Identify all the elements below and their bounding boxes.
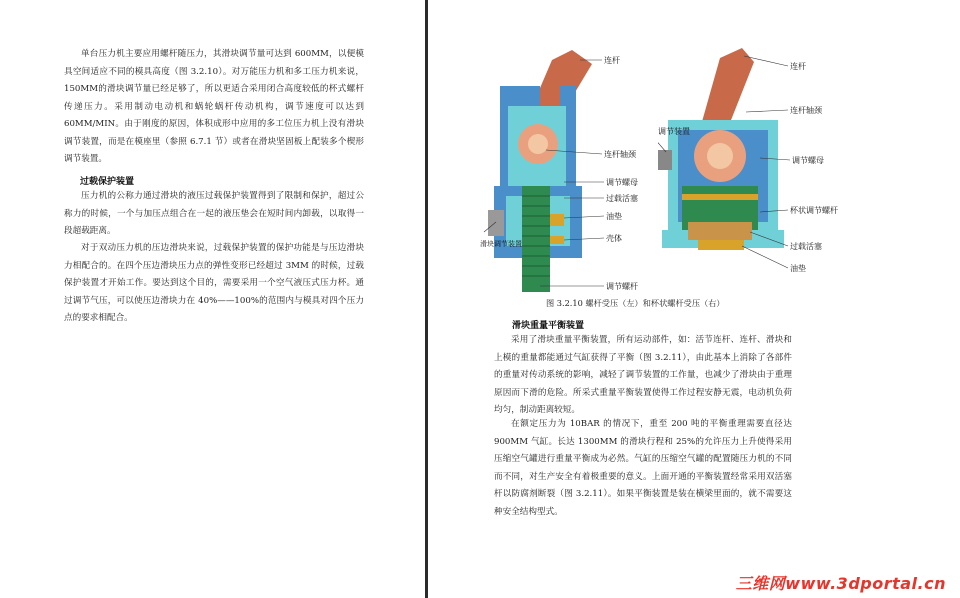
overload-piston-right [688,222,752,240]
label-housing: 壳体 [606,234,622,243]
right-paragraph-2: 在额定压力为 10BAR 的情况下，重至 200 吨的平衡重理需要直径达 900MM 气缸。长达 1300MM 的滑块行程和 25%的允许压力上升使得采用压缩空气罐进行重量平衡成为必然。气缸的压缩空气罐的配置随压力机的不同而不同，对生产安全有着极重要的意义。上面开通的平衡装置经常采用双活塞杆以防腐剂断裂（图 3.2.11）。如果平衡装置是装在横梁里面的，就不需要这种安全结构型式。 [494,419,792,517]
label-adjust-screw: 调节螺杆 [606,282,638,291]
label-adjust-nut: 调节螺母 [606,178,638,187]
label-oil-pad: 油垫 [606,212,622,221]
left-paragraph-3: 对于双动压力机的压边滑块来说，过载保护装置的保护功能是与压边滑块力相配合的。在四个压边滑块压力点的弹性变形已经超过 3MM 的时候，过载保护装置才开始工作。要达到这个目的，需要采用一个空气液压式压力杯。通过调节气压，可以使压边滑块力在 40%——100%的范围内与模具对四个压力点的要求相配合。 [64,243,364,323]
label-crank-pin-right: 连杆轴颈 [790,106,822,115]
label-slide-adjust-device: 滑块调节装置 [480,240,522,248]
left-paragraph-1: 单台压力机主要应用螺杆随压力，其滑块调节量可达到 600MM，以便模具空间适应不同的模具高度（图 3.2.10）。对万能压力机和多工压力机来说，150MM的滑块调节量已经足够了，所以更适合采用闭合高度较低的杯式螺杆传递压力。采用制动电动机和蜗轮蜗杆传动机构，调节速度可以达到 60MM/MIN。由于刚度的原因，体积成形中应用的多工位压力机上没有滑块调节装置，而是在模座里（参照 6.7.1 节）或者在滑块坚固板上配装多个楔形调节装置。 [64,49,364,164]
crank-pin-inner-right [707,143,733,169]
watermark: 三维网www.3dportal.cn [735,574,946,593]
crank-pin-inner [528,134,548,154]
label-adjust-device-right: 调节装置 [658,127,690,136]
side-gear [488,210,504,236]
label-overload-piston: 过载活塞 [606,194,638,203]
label-oil-pad-right: 油垫 [790,264,806,273]
figure-caption: 图 3.2.10 螺杆受压（左）和杯状螺杆受压（右） [546,298,725,308]
overload-piston [550,236,564,244]
right-paragraph-1: 采用了滑块重量平衡装置，所有运动部件，如：活节连杆、连杆、滑块和上模的重量都能通过气缸获得了平衡（图 3.2.11），由此基本上消除了各部件的重量对传动系统的影响，减轻了调节装置的工作量，也减少了滑块由于重理原因而下滑的危险。所采式重量平衡装置使得工作过程安静无震，电动机负荷均匀，制动距离较短。 [494,335,792,415]
right-heading-balance: 滑块重量平衡装置 [512,321,585,331]
figure-screw-compression [480,46,650,296]
label-cup-screw-right: 杯状调节螺杆 [790,206,838,215]
figure-cup-screw-compression [658,46,858,282]
side-gear-right [658,150,672,170]
label-adjust-nut-right: 调节螺母 [792,156,824,165]
oil-pad-right [698,240,744,250]
label-link-rod: 连杆 [604,56,620,65]
right-page [428,0,960,598]
label-crank-pin: 连杆轴颈 [604,150,636,159]
label-link-rod-right: 连杆 [790,62,806,71]
left-page [0,0,425,598]
left-heading-overload: 过载保护装置 [80,177,135,187]
cup-nut-band [682,194,758,200]
adjust-nut [550,214,564,226]
left-paragraph-2: 压力机的公称力通过滑块的液压过载保护装置得到了限制和保护，超过公称力的时候，一个与加压点组合在一起的液压垫会在短时间内卸载，以取得一段超载距离。 [64,191,364,236]
label-overload-piston-right: 过载活塞 [790,242,822,251]
